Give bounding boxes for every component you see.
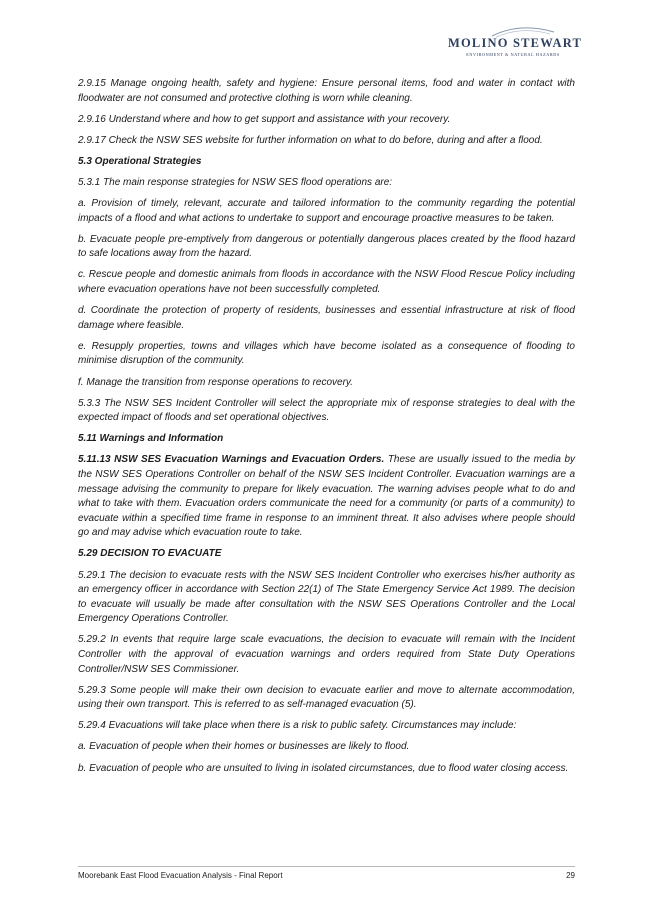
paragraph xyxy=(78,453,575,541)
footer-divider xyxy=(78,866,575,867)
paragraph: 2.9.15 Manage ongoing health, safety and hygiene: Ensure personal items, food and water in contact with floodwater are not consumed and protective clothing is worn while cleaning. xyxy=(78,78,575,104)
footer-report-title: Moorebank East Flood Evacuation Analysis - Final Report xyxy=(78,871,283,880)
section-heading: 5.3 Operational Strategies xyxy=(78,155,202,167)
list-item: c. Rescue people and domestic animals from floods in accordance with the NSW Flood Rescue Policy including where evacuation operations have not been successfully completed. xyxy=(78,269,575,296)
list-item: b. Evacuation of people who are unsuited to living in isolated circumstances, due to flood water closing access. xyxy=(78,762,569,774)
section-heading: 5.11 Warnings and Information xyxy=(78,433,224,445)
paragraph: 5.29.3 Some people will make their own decision to evacuate earlier and move to alternate accommodation, using their own transport. This is referred to as self-managed evacuation (5). xyxy=(78,684,575,711)
paragraph: 5.3.1 The main response strategies for NSW SES flood operations are: xyxy=(78,176,393,188)
paragraph-lead: 5.11.13 NSW SES Evacuation Warnings and Evacuation Orders. xyxy=(78,454,385,466)
list-item: d. Coordinate the protection of property of residents, businesses and essential infrastructure at risk of flood damage where feasible. xyxy=(78,305,575,331)
paragraph-body: These are usually issued to the media by the NSW SES Operations Controller on behalf of the NSW SES Incident Controller. Evacuation warnings are a message advising the community to prepare for likely evacuation. The warning advises people what to do and what to take with them. Evacuation orders communicate the need for a community (or parts of a community) to evacuate within a specified time frame in response to an imminent threat. It also advises where people should go and may advise which evacuation route to take. xyxy=(78,454,576,539)
paragraph: 5.29.2 In events that require large scale evacuations, the decision to evacuate will remain with the Incident Controller with the approval of evacuation warnings and orders required from State Duty Operations Controller/NSW SES Commissioner. xyxy=(78,634,575,675)
list-item: a. Evacuation of people when their homes or businesses are likely to flood. xyxy=(78,741,410,753)
list-item: a. Provision of timely, relevant, accurate and tailored information to the community regarding the potential impacts of a flood and what actions to undertake to support and encourage proactive measures to be taken. xyxy=(78,198,575,224)
paragraph: 5.29.4 Evacuations will take place when there is a risk to public safety. Circumstances may include: xyxy=(78,720,517,732)
paragraph: 2.9.16 Understand where and how to get support and assistance with your recovery. xyxy=(78,113,451,125)
list-item: e. Resupply properties, towns and villages which have become isolated as a consequence of flooding to minimise disruption of the community. xyxy=(78,340,575,367)
logo-name: MOLINO STEWART xyxy=(448,36,583,50)
page-number: 29 xyxy=(566,871,575,880)
document-body xyxy=(78,77,575,783)
company-logo xyxy=(448,20,583,60)
paragraph: 2.9.17 Check the NSW SES website for further information on what to do before, during and after a flood. xyxy=(78,134,543,146)
list-item: b. Evacuate people pre-emptively from dangerous or potentially dangerous places created by the flood hazard to safe locations away from the hazard. xyxy=(78,233,575,260)
section-heading: 5.29 DECISION TO EVACUATE xyxy=(78,548,222,560)
logo-tagline: ENVIRONMENT & NATURAL HAZARDS xyxy=(466,52,560,57)
list-item: f. Manage the transition from response operations to recovery. xyxy=(78,376,353,388)
paragraph: 5.29.1 The decision to evacuate rests with the NSW SES Incident Controller who exercises his/her authority as an emergency officer in accordance with Section 22(1) of The State Emergency Service Act 1989. The decision to evacuate will usually be made after consultation with the NSW SES Operations Controller and the Local Emergency Operations Controller. xyxy=(78,569,575,625)
paragraph: 5.3.3 The NSW SES Incident Controller will select the appropriate mix of response strategies to deal with the expected impact of floods and set operational objectives. xyxy=(78,397,575,424)
